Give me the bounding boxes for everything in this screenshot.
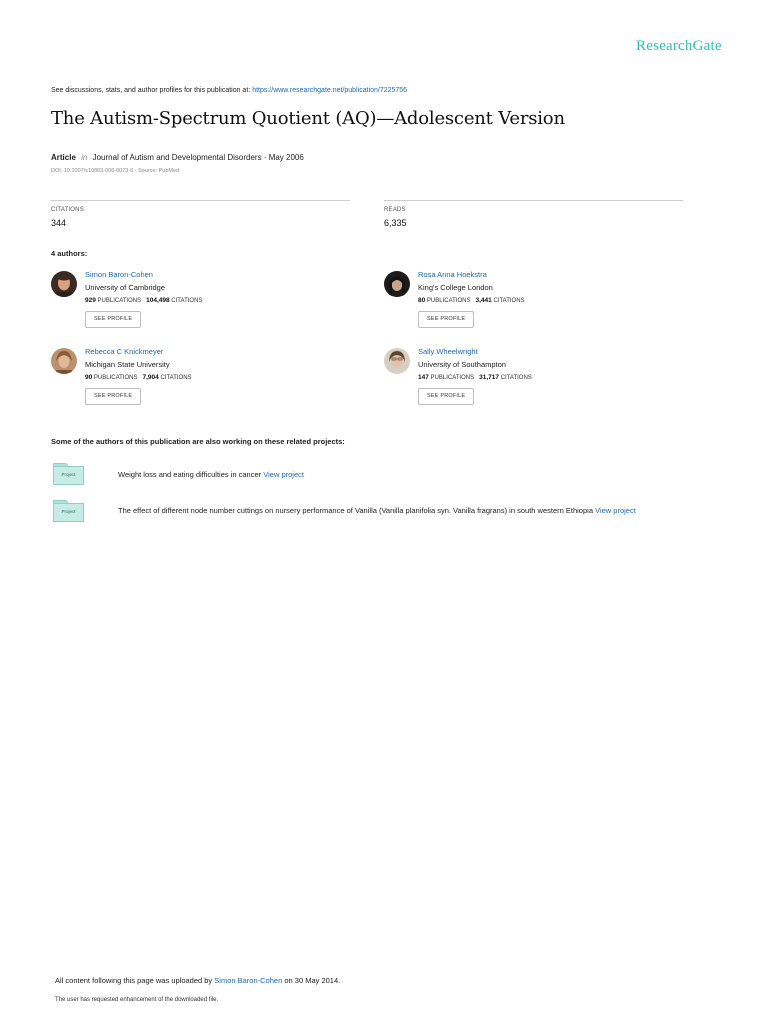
publications-label: PUBLICATIONS [426, 298, 471, 304]
author-name-link[interactable]: Rebecca C Knickmeyer [85, 347, 164, 356]
doi-source: DOI: 10.1007/s10803-006-0073-6 · Source: PubMed [51, 168, 180, 174]
project-title: The effect of different node number cuttings on nursery performance of Vanilla (Vanilla planifolia syn. Vanilla fragrans) in south western Ethiopia [118, 506, 593, 515]
author-stats [418, 297, 525, 304]
avatar[interactable] [384, 348, 410, 374]
author-institution: Michigan State University [85, 360, 170, 369]
see-profile-button[interactable]: SEE PROFILE [418, 388, 474, 405]
avatar[interactable] [51, 348, 77, 374]
see-profile-button[interactable]: SEE PROFILE [85, 311, 141, 328]
upload-suffix: on 30 May 2014. [284, 976, 341, 985]
publications-label: PUBLICATIONS [93, 375, 138, 381]
publications-label: PUBLICATIONS [430, 375, 475, 381]
author-stats [85, 297, 202, 304]
researchgate-logo[interactable]: ResearchGate [636, 38, 722, 54]
article-meta [51, 153, 304, 162]
reads-label: READS [384, 207, 406, 213]
discussion-line [51, 87, 407, 94]
view-project-link[interactable]: View project [595, 506, 636, 515]
project-folder-icon[interactable] [53, 463, 84, 485]
author-institution: University of Southampton [418, 360, 506, 369]
see-profile-button[interactable]: SEE PROFILE [418, 311, 474, 328]
upload-prefix: All content following this page was uploaded by [55, 976, 213, 985]
publication-url-link[interactable]: https://www.researchgate.net/publication/7225756 [252, 87, 408, 94]
journal-date: Journal of Autism and Developmental Disorders · May 2006 [92, 153, 304, 162]
citations-label: CITATIONS [160, 375, 192, 381]
publications-count: 90 [85, 374, 93, 381]
author-stats [85, 374, 192, 381]
discussion-prefix: See discussions, stats, and author profiles for this publication at: [51, 87, 251, 94]
author-institution: King's College London [418, 283, 493, 292]
project-title: Weight loss and eating difficulties in cancer [118, 470, 262, 479]
publications-count: 147 [418, 374, 429, 381]
author-stats [418, 374, 532, 381]
in-label: in [81, 153, 88, 162]
see-profile-button[interactable]: SEE PROFILE [85, 388, 141, 405]
author-institution: University of Cambridge [85, 283, 166, 292]
citations-divider [51, 200, 350, 201]
upload-note [55, 976, 340, 985]
author-name-link[interactable]: Simon Baron-Cohen [85, 270, 153, 279]
citations-label: CITATIONS [493, 298, 525, 304]
author-card [51, 271, 341, 341]
author-card [384, 271, 674, 341]
citations-value: 344 [51, 218, 67, 228]
author-card [51, 348, 341, 418]
citations-count: 104,498 [146, 297, 170, 304]
uploader-link[interactable]: Simon Baron-Cohen [214, 976, 283, 985]
reads-value: 6,335 [384, 218, 407, 228]
avatar[interactable] [384, 271, 410, 297]
view-project-link[interactable]: View project [263, 470, 304, 479]
project-item [118, 470, 304, 479]
publications-count: 929 [85, 297, 96, 304]
related-projects-heading: Some of the authors of this publication are also working on these related projects: [51, 437, 345, 446]
article-type: Article [51, 153, 76, 162]
enhancement-note: The user has requested enhancement of the downloaded file. [55, 997, 219, 1003]
author-name-link[interactable]: Sally Wheelwright [418, 347, 478, 356]
project-icon-label: Project [61, 472, 76, 477]
project-folder-icon[interactable] [53, 500, 84, 522]
project-icon-label: Project [61, 509, 76, 514]
author-card [384, 348, 674, 418]
citations-count: 31,717 [479, 374, 500, 381]
citations-count: 3,441 [475, 297, 492, 304]
citations-label: CITATIONS [500, 375, 532, 381]
publication-title: The Autism-Spectrum Quotient (AQ)—Adolescent Version [51, 108, 565, 129]
citations-count: 7,904 [142, 374, 159, 381]
author-name-link[interactable]: Rosa Anna Hoekstra [418, 270, 487, 279]
citations-label: CITATIONS [51, 207, 84, 213]
avatar[interactable] [51, 271, 77, 297]
reads-divider [384, 200, 683, 201]
publications-label: PUBLICATIONS [97, 298, 142, 304]
citations-label: CITATIONS [171, 298, 203, 304]
publications-count: 80 [418, 297, 426, 304]
authors-heading: 4 authors: [51, 249, 88, 258]
project-item [118, 506, 636, 515]
